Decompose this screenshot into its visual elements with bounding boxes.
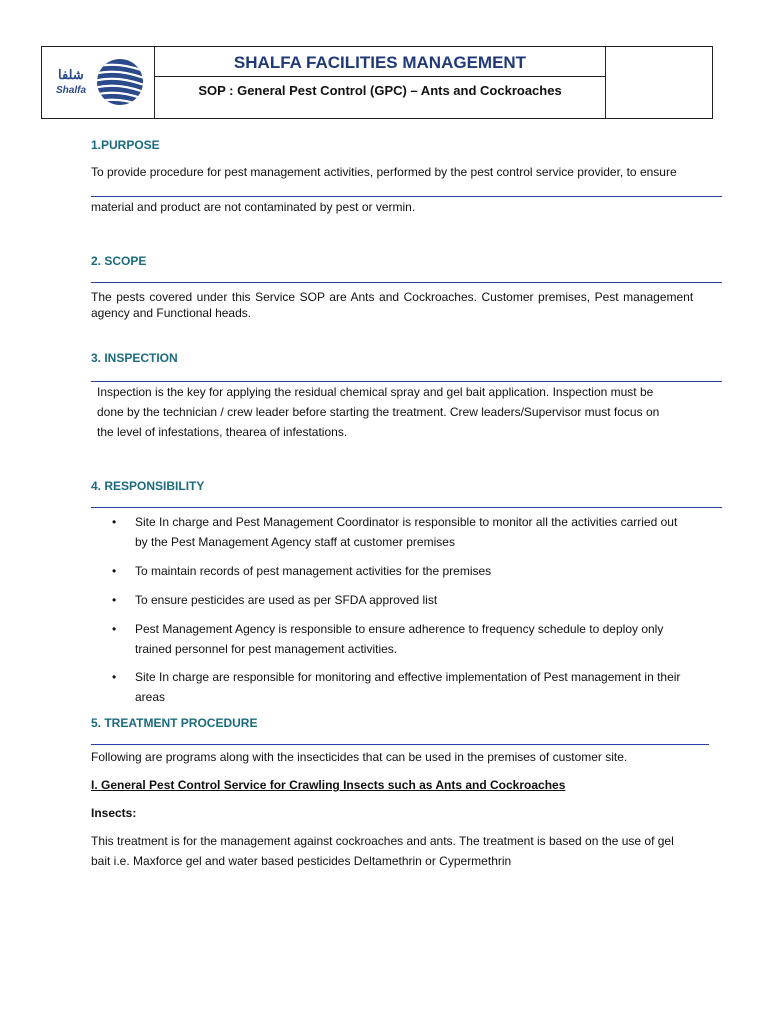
document-title: SHALFA FACILITIES MANAGEMENT (233, 53, 527, 72)
inspection-text-line2: done by the technician / crew leader before starting the treatment. Crew leaders/Supervisor must focus on (97, 405, 660, 419)
scope-text-line1: The pests covered under this Service SOP are Ants and Cockroaches. Customer premises, Pest management (91, 290, 694, 304)
scope-heading: 2. SCOPE (91, 254, 147, 268)
list-item: • Site In charge are responsible for monitoring and effective implementation of Pest management in their areas (112, 667, 724, 707)
treatment-rule (91, 744, 709, 745)
document-subtitle: SOP : General Pest Control (GPC) – Ants and Cockroaches (198, 83, 562, 98)
company-logo (42, 47, 155, 118)
responsibility-rule (91, 507, 722, 508)
inspection-text-line1: Inspection is the key for applying the residual chemical spray and gel bait application. Inspection must be (97, 385, 654, 399)
treatment-intro: Following are programs along with the insecticides that can be used in the premises of customer site. (91, 750, 628, 764)
scope-rule (91, 282, 722, 283)
treatment-heading: 5. TREATMENT PROCEDURE (91, 716, 258, 730)
treatment-text-line1: This treatment is for the management against cockroaches and ants. The treatment is based on the use of gel (91, 834, 674, 848)
header-right-cell (605, 47, 712, 118)
logo-arabic-text: شلفا (58, 67, 84, 82)
treatment-text-line2: bait i.e. Maxforce gel and water based pesticides Deltamethrin or Cypermethrin (91, 854, 512, 868)
list-item: • To ensure pesticides are used as per SFDA approved list (112, 590, 724, 610)
purpose-text-line1: To provide procedure for pest management activities, performed by the pest control service provider, to ensure (91, 165, 677, 179)
insects-label: Insects: (91, 806, 137, 820)
list-item: • Pest Management Agency is responsible to ensure adherence to frequency schedule to deploy only trained personnel for pest management activities. (112, 619, 724, 659)
purpose-heading: 1.PURPOSE (91, 138, 160, 152)
scope-text-line2: agency and Functional heads. (91, 306, 252, 320)
purpose-text-line2: material and product are not contaminated by pest or vermin. (91, 200, 416, 214)
list-item: • Site In charge and Pest Management Coordinator is responsible to monitor all the activities carried out by the Pest Management Agency staff at customer premises (112, 512, 724, 552)
inspection-heading: 3. INSPECTION (91, 351, 178, 365)
list-item: • To maintain records of pest management activities for the premises (112, 561, 724, 581)
inspection-text-line3: the level of infestations, thearea of infestations. (97, 425, 348, 439)
responsibility-list (112, 512, 724, 707)
document-header (41, 46, 713, 119)
logo-english-text: Shalfa (56, 85, 87, 96)
treatment-subheading: I. General Pest Control Service for Crawling Insects such as Ants and Cockroaches (91, 778, 566, 792)
responsibility-heading: 4. RESPONSIBILITY (91, 479, 205, 493)
